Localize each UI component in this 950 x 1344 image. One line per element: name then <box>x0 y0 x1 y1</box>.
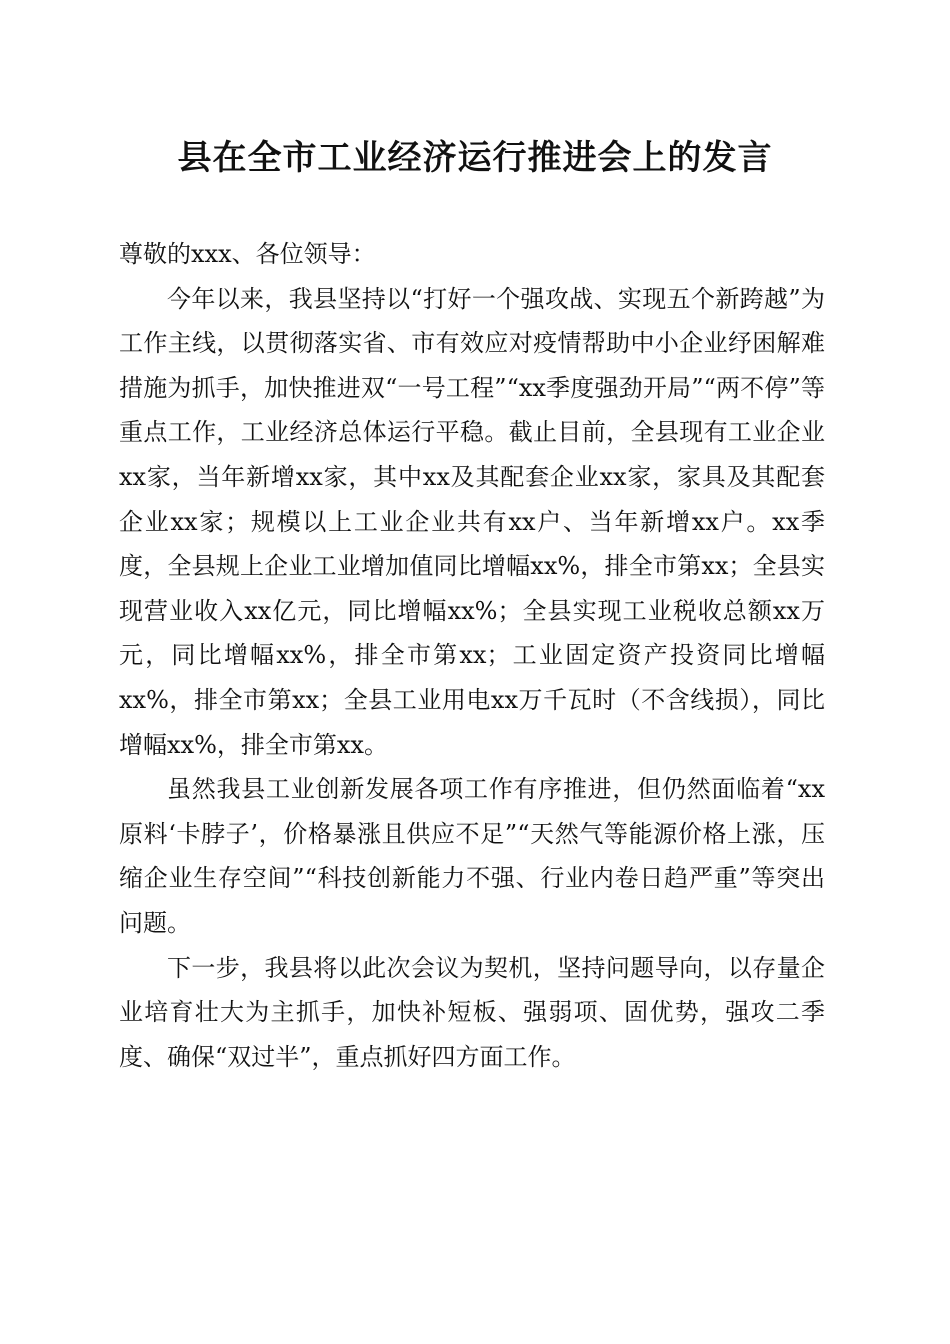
salutation: 尊敬的xxx、各位领导： <box>119 240 376 268</box>
document-body <box>119 232 825 1079</box>
paragraph-2: 虽然我县工业创新发展各项工作有序推进，但仍然面临着“xx原料‘卡脖子’，价格暴涨且供应不足”“天然气等能源价格上涨，压缩企业生存空间”“科技创新能力不强、行业内卷日趋严重”等突出问题。 <box>119 775 825 937</box>
paragraph-1: 今年以来，我县坚持以“打好一个强攻战、实现五个新跨越”为工作主线，以贯彻落实省、市有效应对疫情帮助中小企业纾困解难措施为抓手，加快推进双“一号工程”“xx季度强劲开局”“两不停”等重点工作，工业经济总体运行平稳。截止目前，全县现有工业企业xx家，当年新增xx家，其中xx及其配套企业xx家，家具及其配套企业xx家；规模以上工业企业共有xx户、当年新增xx户。xx季度，全县规上企业工业增加值同比增幅xx%，排全市第xx；全县实现营业收入xx亿元，同比增幅xx%；全县实现工业税收总额xx万元，同比增幅xx%，排全市第xx；工业固定资产投资同比增幅xx%，排全市第xx；全县工业用电xx万千瓦时（不含线损），同比增幅xx%，排全市第xx。 <box>119 284 825 759</box>
page-title: 县在全市工业经济运行推进会上的发言 <box>177 138 773 178</box>
paragraph-3: 下一步，我县将以此次会议为契机，坚持问题导向，以存量企业培育壮大为主抓手，加快补短板、强弱项、固优势，强攻二季度、确保“双过半”，重点抓好四方面工作。 <box>119 953 825 1071</box>
